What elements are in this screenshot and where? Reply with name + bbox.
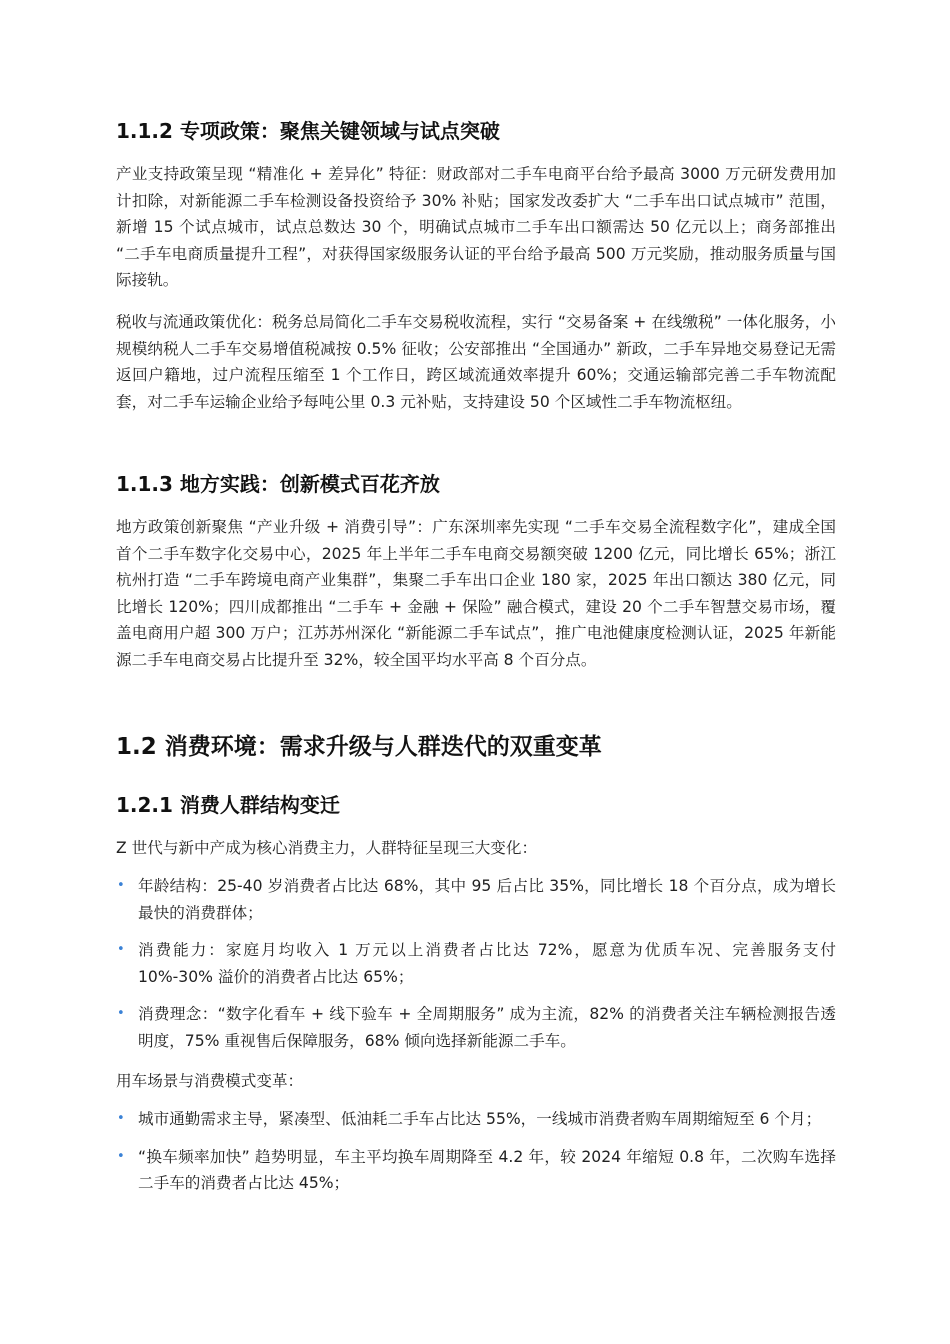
list-item: • 消费能力：家庭月均收入 1 万元以上消费者占比达 72%，愿意为优质车况、完善服务支付 10%-30% 溢价的消费者占比达 65%； [116,937,836,990]
bullet-icon: • [117,1111,125,1126]
list-item: • 城市通勤需求主导，紧凑型、低油耗二手车占比达 55%，一线城市消费者购车周期缩短至 6 个月； [116,1106,836,1133]
paragraph-scenario-intro: 用车场景与消费模式变革： [116,1072,304,1090]
section-heading-1-1-2: 1.1.2 专项政策：聚焦关键领域与试点突破 [116,119,500,143]
bullet-icon: • [117,1148,125,1164]
section-heading-1-2: 1.2 消费环境：需求升级与人群迭代的双重变革 [116,734,602,760]
bullet-icon: • [117,878,125,893]
bullet-icon: • [117,942,125,957]
paragraph-consumer-intro: Z 世代与新中产成为核心消费主力，人群特征呈现三大变化： [116,839,538,857]
bullet-icon: • [117,1006,125,1021]
paragraph-tax-circulation: 税收与流通政策优化：税务总局简化二手车交易税收流程，实行 “交易备案 + 在线缴税” 一体化服务，小规模纳税人二手车交易增值税减按 0.5% 征收；公安部推出 “全国通办” 新政，二手车异地交易登记无需返回户籍地，过户流程压缩至 1 个工作日，跨区域流通效率提升 60%；交通运输部完善二手车物流配套，对二手车运输企业给予每吨公里 0.3 元补贴，支持建设 50 个区域性二手车物流枢纽。 [116,313,836,411]
section-heading-1-2-1: 1.2.1 消费人群结构变迁 [116,793,340,817]
consumer-changes-list [116,873,836,1065]
section-heading-1-1-3: 1.1.3 地方实践：创新模式百花齐放 [116,472,440,496]
paragraph-local-practice: 地方政策创新聚焦 “产业升级 + 消费引导”：广东深圳率先实现 “二手车交易全流程数字化”，建成全国首个二手车数字化交易中心，2025 年上半年二手车电商交易额突破 1200 亿元，同比增长 65%；浙江杭州打造 “二手车跨境电商产业集群”，集聚二手车出口企业 180 家，2025 年出口额达 380 亿元，同比增长 120%；四川成都推出 “二手车 + 金融 + 保险” 融合模式，建设 20 个二手车智慧交易市场，覆盖电商用户超 300 万户；江苏苏州深化 “新能源二手车试点”，推广电池健康度检测认证，2025 年新能源二手车电商交易占比提升至 32%，较全国平均水平高 8 个百分点。 [116,518,836,669]
paragraph-industry-support: 产业支持政策呈现 “精准化 + 差异化” 特征：财政部对二手车电商平台给予最高 3000 万元研发费用加计扣除，对新能源二手车检测设备投资给予 30% 补贴；国家发改委扩大 “二手车出口试点城市” 范围，新增 15 个试点城市，试点总数达 30 个，明确试点城市二手车出口额需达 50 亿元以上；商务部推出 “二手车电商质量提升工程”，对获得国家级服务认证的平台给予最高 500 万元奖励，推动服务质量与国际接轨。 [116,165,836,289]
list-item: • 年龄结构：25-40 岁消费者占比达 68%，其中 95 后占比 35%，同比增长 18 个百分点，成为增长最快的消费群体； [116,873,836,926]
list-item: • 消费理念：“数字化看车 + 线下验车 + 全周期服务” 成为主流，82% 的消费者关注车辆检测报告透明度，75% 重视售后保障服务，68% 倾向选择新能源二手车。 [116,1001,836,1054]
list-item: • “换车频率加快” 趋势明显，车主平均换车周期降至 4.2 年，较 2024 年缩短 0.8 年，二次购车选择二手车的消费者占比达 45%； [116,1144,836,1197]
scenario-changes-list [116,1106,836,1208]
